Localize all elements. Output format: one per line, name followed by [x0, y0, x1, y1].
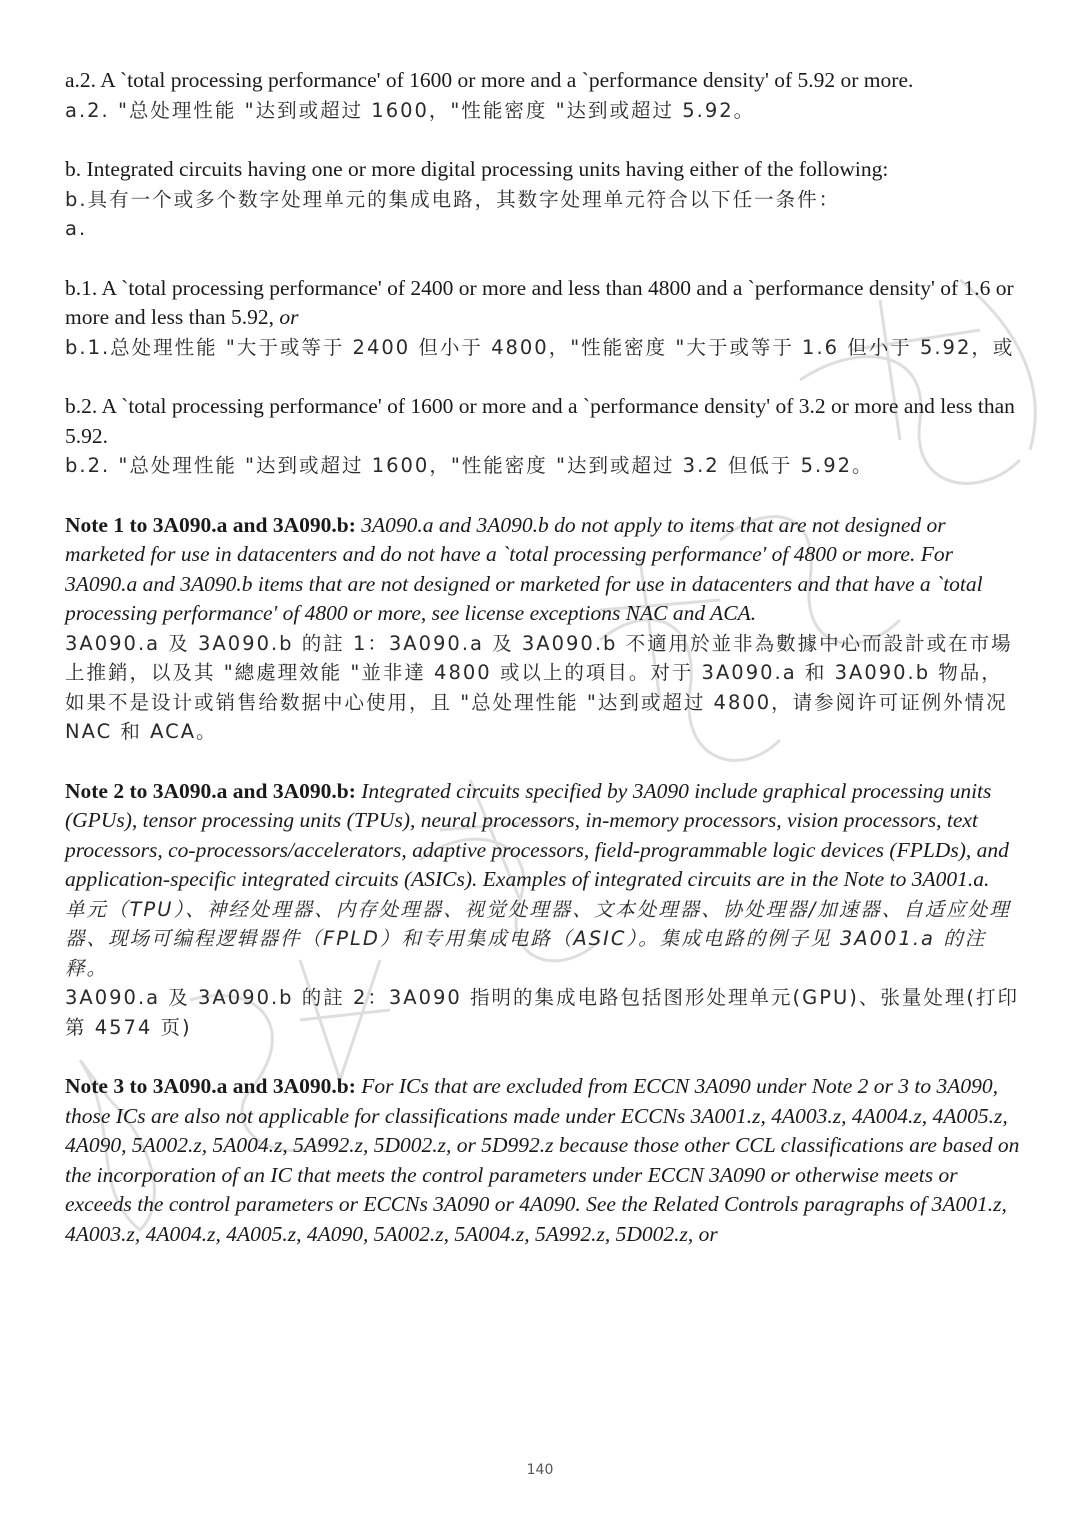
note3-body: For ICs that are excluded from ECCN 3A090 under Note 2 or 3 to 3A090, those ICs are also not applicable for classifications made under ECCNs 3A001.z, 4A003.z, 4A004.z, 4A005.z, 4A090, 5A002.z, 5A004.z, 5A992.z, 5D002.z, or 5D992.z because those other CCL classifications are based on the incorporation of an IC that meets the control parameters under ECCN 3A090 or otherwise meets or exceeds the control parameters or ECCNs 3A090 or 4A090. See the Related Controls paragraphs of 3A001.z, 4A003.z, 4A004.z, 4A005.z, 4A090, 5A002.z, 5A004.z, 5A992.z, 5D002.z, or: [65, 1074, 1020, 1246]
page-number: 140: [526, 1462, 554, 1478]
clause-b-chinese-suffix: a.: [65, 217, 88, 240]
page-content: [65, 66, 1020, 1249]
clause-b1-english-text: b.1. A `total processing performance' of 2400 or more and less than 4800 and a `performance density' of 1.6 or more and less than 5.92,: [65, 275, 1014, 329]
note3-label: Note 3 to 3A090.a and 3A090.b:: [65, 1074, 356, 1098]
clause-b2-chinese: b.2. "总处理性能 "达到或超过 1600，"性能密度 "达到或超过 3.2 但低于 5.92。: [65, 454, 874, 477]
note2-label: Note 2 to 3A090.a and 3A090.b:: [65, 778, 356, 803]
clause-b-english: b. Integrated circuits having one or more digital processing units having either of the following:: [65, 157, 889, 181]
clause-b1-english-or: or: [279, 305, 299, 329]
note2-chinese: 3A090.a 及 3A090.b 的註 2：3A090 指明的集成电路包括图形处理单元(GPU)、张量处理(打印第 4574 页): [65, 986, 1019, 1039]
note2-english: [65, 777, 1020, 895]
note2-chinese-italic: 单元（TPU）、神经处理器、内存处理器、视觉处理器、文本处理器、协处理器/加速器、自适应处理器、现场可编程逻辑器件（FPLD）和专用集成电路（ASIC）。集成电路的例子见 3A001.a 的注释。: [65, 897, 1011, 980]
clause-b-chinese: b.具有一个或多个数字处理单元的集成电路，其数字处理单元符合以下任一条件：: [65, 187, 841, 211]
note3-english: [65, 1072, 1020, 1249]
clause-a2-english: a.2. A `total processing performance' of 1600 or more and a `performance density' of 5.92 or more.: [65, 68, 914, 92]
clause-b2-english: b.2. A `total processing performance' of 1600 or more and a `performance density' of 3.2 or more and less than 5.92.: [65, 394, 1015, 448]
note1-body: 3A090.a and 3A090.b do not apply to items that are not designed or marketed for use in datacenters and do not have a `total processing performance' of 4800 or more. For 3A090.a and 3A090.b items that are not designed or marketed for use in datacenters and that have a `total processing performance' of 4800 or more, see license exceptions NAC and ACA.: [65, 512, 983, 625]
note1-label: Note 1 to 3A090.a and 3A090.b:: [65, 512, 356, 537]
clause-b1-english: [65, 274, 1020, 333]
note1-chinese: 3A090.a 及 3A090.b 的註 1：3A090.a 及 3A090.b 不適用於並非為數據中心而設計或在市場上推銷，以及其 "總處理效能 "並非達 4800 或以上的項目。对于 3A090.a 和 3A090.b 物品，如果不是设计或销售给数据中心使用，且 "总处理性能 "达到或超过 4800，请参阅许可证例外情况 NAC 和 ACA。: [65, 631, 1013, 743]
note1-english: [65, 511, 1020, 629]
clause-a2-chinese: a.2. "总处理性能 "达到或超过 1600，"性能密度 "达到或超过 5.92。: [65, 98, 756, 122]
note2-body: Integrated circuits specified by 3A090 include graphical processing units (GPUs), tensor processing units (TPUs), neural processors, in-memory processors, vision processors, text processors, co-processors/accelerators, adaptive processors, field-programmable logic devices (FPLDs), and application-specific integrated circuits (ASICs). Examples of integrated circuits are in the Note to 3A001.a.: [65, 778, 1009, 891]
clause-b1-chinese: b.1.总处理性能 "大于或等于 2400 但小于 4800，"性能密度 "大于或等于 1.6 但小于 5.92，或: [65, 335, 1015, 359]
